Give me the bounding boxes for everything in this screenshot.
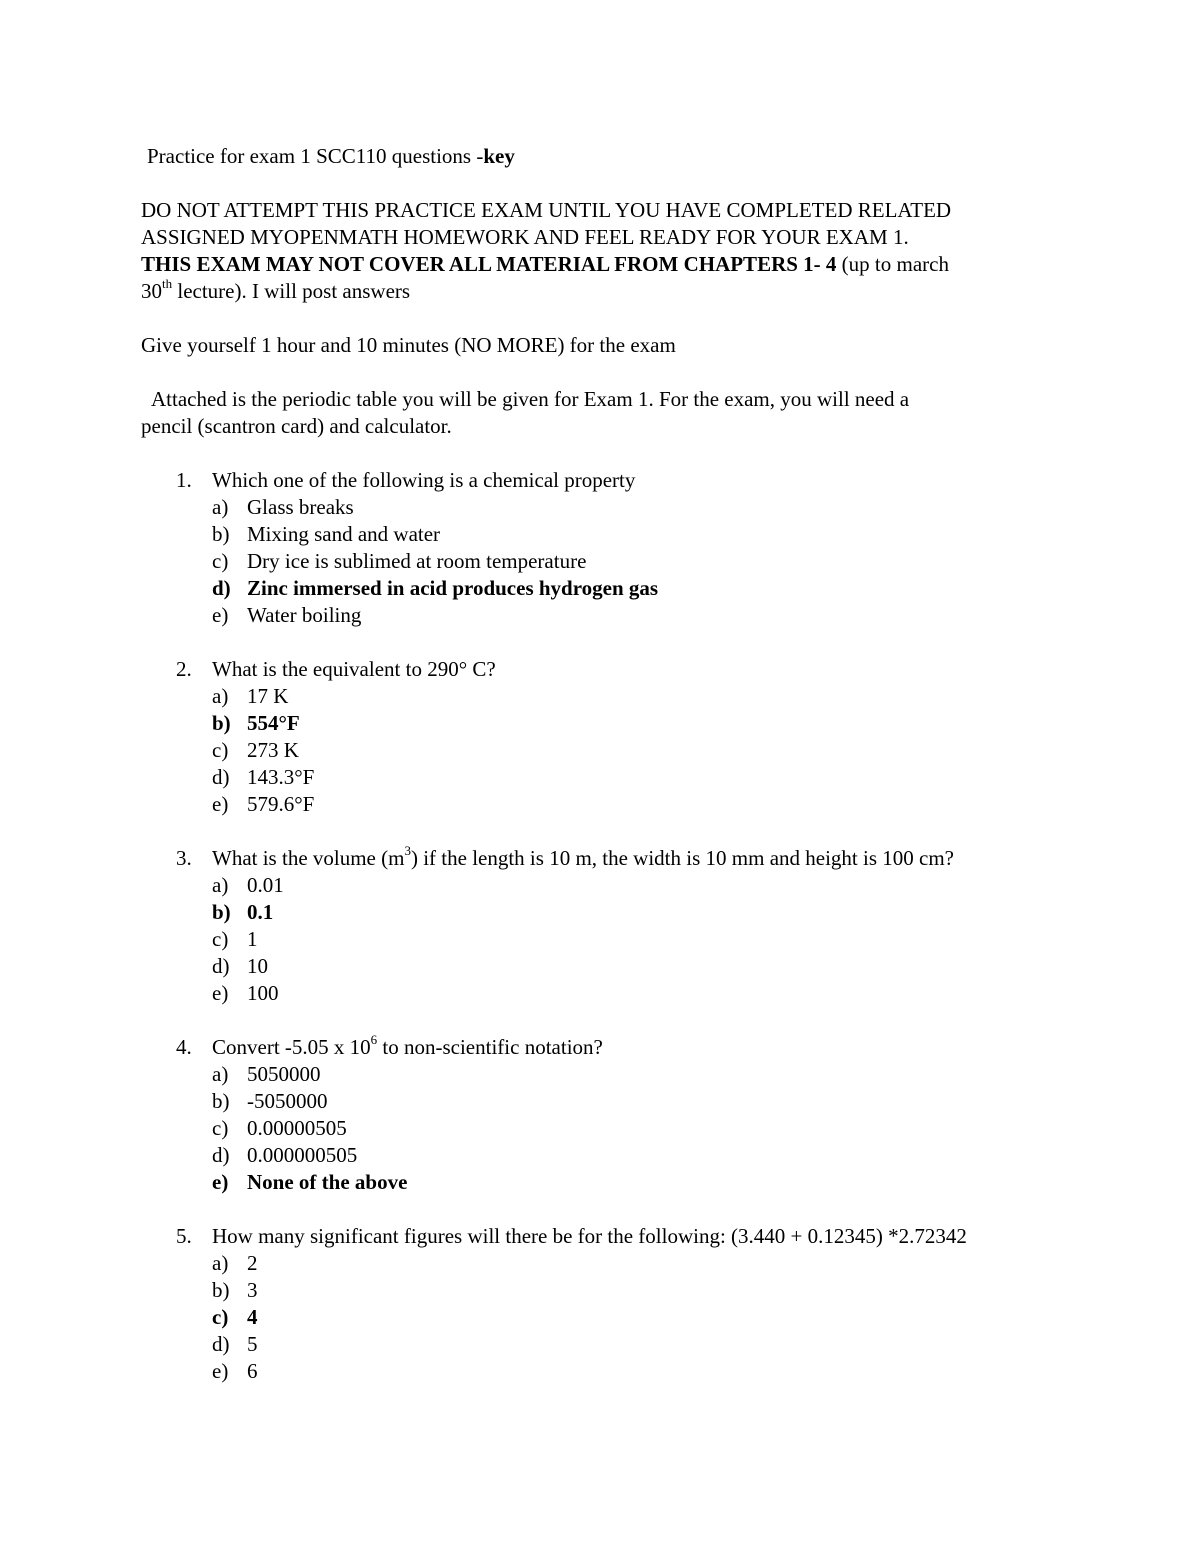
option-e: [141, 602, 1101, 629]
option-text: 5050000: [247, 1062, 321, 1086]
question-3: [141, 845, 1101, 1007]
option-text: Mixing sand and water: [247, 522, 441, 546]
option-letter: b): [212, 1278, 230, 1302]
option-list: [141, 494, 1101, 629]
question-text-before: Convert -5.05 x 10: [212, 1035, 371, 1059]
option-text: None of the above: [247, 1170, 408, 1194]
attached-line-2: pencil (scantron card) and calculator.: [141, 414, 452, 438]
option-letter: b): [212, 711, 231, 735]
option-letter: a): [212, 684, 229, 708]
option-c: [141, 548, 1101, 575]
option-list: [141, 1250, 1101, 1385]
option-text: 6: [247, 1359, 258, 1383]
option-d: [141, 1331, 1101, 1358]
option-d: [141, 953, 1101, 980]
question-number: 5.: [176, 1224, 192, 1248]
question-text: [212, 1034, 603, 1061]
option-d: [141, 764, 1101, 791]
option-letter: b): [212, 1089, 230, 1113]
question-4: [141, 1034, 1101, 1196]
warning-line-4: [141, 278, 1101, 305]
option-b-correct-answer: [141, 899, 1101, 926]
document-content: [141, 143, 1101, 1412]
question-2: [141, 656, 1101, 818]
option-letter: b): [212, 900, 231, 924]
question-stem: [141, 845, 1101, 872]
option-letter: c): [212, 1305, 229, 1329]
option-letter: e): [212, 603, 229, 627]
option-letter: d): [212, 954, 230, 978]
title-text: Practice for exam 1 SCC110 questions -: [147, 144, 484, 168]
option-list: [141, 872, 1101, 1007]
option-b: [141, 1088, 1101, 1115]
page-title: [141, 143, 1101, 170]
question-number: 1.: [176, 468, 192, 492]
option-letter: a): [212, 495, 229, 519]
option-e-correct-answer: [141, 1169, 1101, 1196]
option-letter: a): [212, 1251, 229, 1275]
option-text: 0.01: [247, 873, 284, 897]
option-letter: c): [212, 738, 229, 762]
question-text: What is the equivalent to 290° C?: [212, 657, 496, 681]
option-letter: b): [212, 522, 230, 546]
option-c: [141, 926, 1101, 953]
option-letter: c): [212, 549, 229, 573]
question-5: [141, 1223, 1101, 1385]
option-letter: a): [212, 1062, 229, 1086]
option-b: [141, 1277, 1101, 1304]
warning-date-suffix: th: [162, 276, 173, 291]
time-note: Give yourself 1 hour and 10 minutes (NO MORE) for the exam: [141, 333, 676, 357]
warning-bold-text: THIS EXAM MAY NOT COVER ALL MATERIAL FROM CHAPTERS 1- 4: [141, 252, 837, 276]
option-letter: d): [212, 1332, 230, 1356]
option-e: [141, 1358, 1101, 1385]
option-a: [141, 494, 1101, 521]
option-text: Water boiling: [247, 603, 362, 627]
option-text: 1: [247, 927, 258, 951]
question-list: [141, 467, 1101, 1385]
option-text: 10: [247, 954, 268, 978]
question-stem: [141, 1034, 1101, 1061]
option-text: 100: [247, 981, 279, 1005]
question-number: 3.: [176, 846, 192, 870]
option-letter: e): [212, 1359, 229, 1383]
option-a: [141, 1250, 1101, 1277]
option-d: [141, 1142, 1101, 1169]
warning-line-4-rest: lecture). I will post answers: [172, 279, 411, 303]
option-c-correct-answer: [141, 1304, 1101, 1331]
option-c: [141, 1115, 1101, 1142]
option-e: [141, 980, 1101, 1007]
option-text: -5050000: [247, 1089, 328, 1113]
option-list: [141, 683, 1101, 818]
question-stem: [141, 656, 1101, 683]
warning-paragraph: [141, 197, 1101, 305]
option-letter: a): [212, 873, 229, 897]
option-list: [141, 1061, 1101, 1196]
option-letter: e): [212, 981, 229, 1005]
attached-paragraph: [141, 386, 1101, 440]
warning-date-number: 30: [141, 279, 162, 303]
option-text: 0.1: [247, 900, 274, 924]
option-text: 2: [247, 1251, 258, 1275]
warning-after-bold: (up to march: [836, 252, 949, 276]
option-text: 17 K: [247, 684, 289, 708]
option-a: [141, 872, 1101, 899]
option-letter: d): [212, 765, 230, 789]
title-key: key: [483, 144, 515, 168]
option-text: 579.6°F: [247, 792, 315, 816]
option-text: 4: [247, 1305, 258, 1329]
option-b: [141, 521, 1101, 548]
option-letter: c): [212, 1116, 229, 1140]
option-letter: c): [212, 927, 229, 951]
option-letter: d): [212, 576, 231, 600]
option-text: 5: [247, 1332, 258, 1356]
option-text: 0.00000505: [247, 1116, 347, 1140]
option-letter: e): [212, 792, 229, 816]
option-text: 143.3°F: [247, 765, 315, 789]
question-number: 2.: [176, 657, 192, 681]
question-number: 4.: [176, 1035, 192, 1059]
attached-line-1: Attached is the periodic table you will be given for Exam 1. For the exam, you will need a: [151, 387, 910, 411]
option-d-correct-answer: [141, 575, 1101, 602]
option-text: Zinc immersed in acid produces hydrogen gas: [247, 576, 659, 600]
option-text: Dry ice is sublimed at room temperature: [247, 549, 587, 573]
question-text-before: What is the volume (m: [212, 846, 405, 870]
option-text: Glass breaks: [247, 495, 354, 519]
warning-line-1: DO NOT ATTEMPT THIS PRACTICE EXAM UNTIL YOU HAVE COMPLETED RELATED: [141, 198, 952, 222]
option-a: [141, 683, 1101, 710]
option-text: 273 K: [247, 738, 299, 762]
question-1: [141, 467, 1101, 629]
option-letter: e): [212, 1170, 229, 1194]
option-a: [141, 1061, 1101, 1088]
option-e: [141, 791, 1101, 818]
question-text-after: to non-scientific notation?: [377, 1035, 603, 1059]
option-c: [141, 737, 1101, 764]
question-stem: [141, 1223, 1101, 1250]
question-stem: [141, 467, 1101, 494]
question-text: [212, 845, 954, 872]
option-text: 3: [247, 1278, 258, 1302]
warning-line-3: [141, 251, 1101, 278]
question-text: How many significant figures will there be for the following: (3.440 + 0.12345) *2.72342: [212, 1224, 967, 1248]
option-text: 554°F: [247, 711, 300, 735]
question-text-superscript: 6: [370, 1032, 378, 1047]
warning-line-2: ASSIGNED MYOPENMATH HOMEWORK AND FEEL READY FOR YOUR EXAM 1.: [141, 225, 909, 249]
option-b-correct-answer: [141, 710, 1101, 737]
question-text-superscript: 3: [404, 843, 411, 858]
question-text-after: ) if the length is 10 m, the width is 10 mm and height is 100 cm?: [410, 846, 954, 870]
question-text: Which one of the following is a chemical property: [212, 468, 636, 492]
option-letter: d): [212, 1143, 230, 1167]
option-text: 0.000000505: [247, 1143, 358, 1167]
